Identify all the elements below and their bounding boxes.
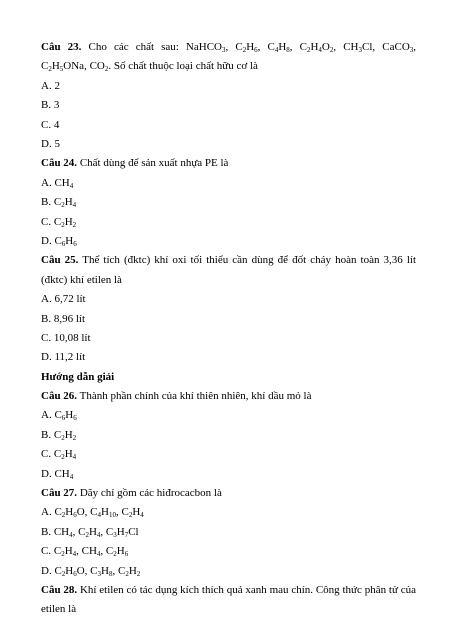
option-c: C. $C_2H_4$ (41, 448, 77, 462)
option-b: B. $C_2H_2$ (41, 428, 77, 442)
question-label: Câu 26. (41, 390, 78, 403)
question-23: Câu 23. Cho các chất sau: NaHCO$_3$, $C_2H_6$, $C_4H_8$, $C_2H_4O_2$, $CH_3Cl$, CaCO$_3$, $C_2H_5ONa$, $CO_2$. Số chất thuộc loại chất hữu cơ là (41, 41, 417, 74)
option-d: D. $C_2H_6O$, $C_3H_8$, $C_2H_2$ (41, 564, 141, 578)
option-d: D. 11,2 lít (41, 351, 86, 364)
question-27: Câu 27. Dãy chỉ gồm các hiđrocacbon là (41, 487, 222, 500)
option-b: B. 8,96 lít (41, 312, 86, 325)
solution-heading: Hướng dẫn giải (41, 370, 115, 383)
question-24: Câu 24. Chất dùng để sản xuất nhựa PE là (41, 157, 229, 170)
question-label: Câu 25. (41, 254, 79, 267)
option-b: B. $C_2H_4$ (41, 196, 77, 210)
option-a: A. $C_2H_6O$, $C_4H_{10}$, $C_2H_4$ (41, 506, 144, 520)
option-d: D. 5 (41, 137, 60, 150)
option-c: C. $C_2H_4$, $CH_4$, $C_2H_6$ (41, 545, 129, 559)
question-28: Câu 28. Khí etilen có tác dụng kích thích quả xanh mau chín. Công thức phân tử của etilen là (41, 584, 416, 616)
option-c: C. 10,08 lít (41, 331, 91, 344)
option-b: B. $CH_4$, $C_2H_4$, $C_3H_7Cl$ (41, 525, 139, 539)
option-a: A. $CH_4$ (41, 176, 74, 190)
option-a: A. $C_6H_6$ (41, 409, 77, 423)
option-b: B. 3 (41, 99, 60, 112)
question-label: Câu 23. (41, 41, 82, 53)
option-d: D. $CH_4$ (41, 467, 74, 481)
question-label: Câu 28. (41, 584, 78, 596)
option-c: C. $C_2H_2$ (41, 215, 77, 229)
question-label: Câu 24. (41, 157, 78, 170)
option-d: D. $C_6H_6$ (41, 234, 77, 248)
option-a: A. 6,72 lít (41, 293, 86, 306)
option-c: C. 4 (41, 118, 60, 131)
option-a: A. 2 (41, 79, 60, 92)
question-label: Câu 27. (41, 487, 78, 500)
question-25: Câu 25. Thể tích (đktc) khí oxi tối thiểu cần dùng để đốt cháy hoàn toàn 3,36 lít (đktc) khí etilen là (41, 254, 417, 286)
question-26: Câu 26. Thành phần chính của khí thiên nhiên, khí dầu mỏ là (41, 390, 312, 403)
document-page (41, 38, 416, 620)
